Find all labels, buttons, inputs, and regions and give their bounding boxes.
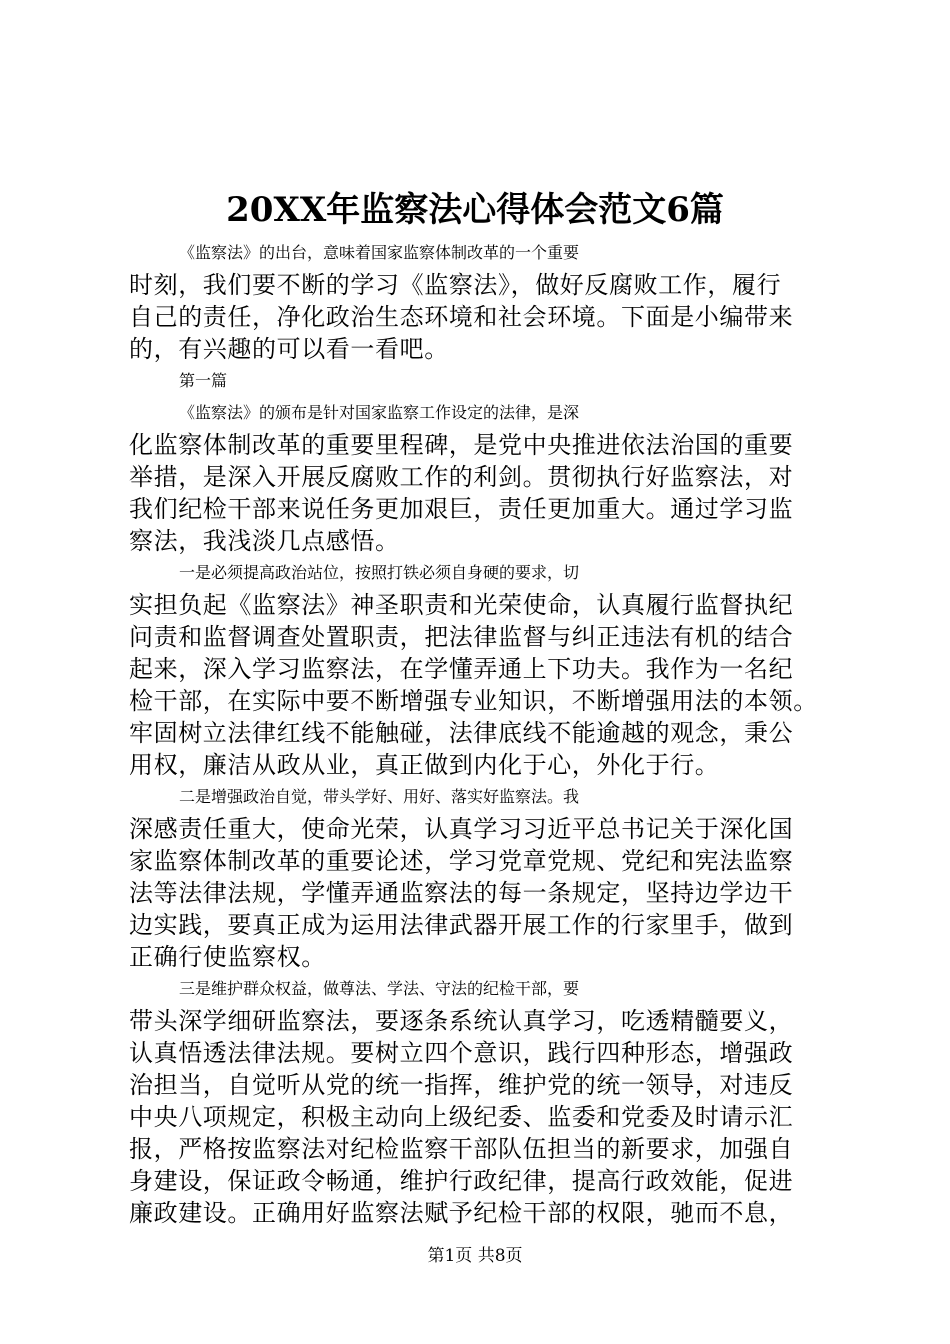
body-line: 法等法律法规，学懂弄通监察法的每一条规定，坚持边学边干 bbox=[129, 879, 794, 907]
body-line: 带头深学细研监察法，要逐条系统认真学习，吃透精髓要义， bbox=[129, 1007, 794, 1035]
body-line: 身建设，保证政令畅通，维护行政纪律，提高行政效能，促进 bbox=[129, 1167, 794, 1195]
body-line: 正确行使监察权。 bbox=[129, 943, 326, 971]
body-line: 报，严格按监察法对纪检监察干部队伍担当的新要求，加强自 bbox=[129, 1135, 794, 1163]
body-line: 《监察法》的出台，意味着国家监察体制改革的一个重要 bbox=[179, 243, 580, 262]
body-line: 认真悟透法律法规。要树立四个意识，践行四种形态，增强政 bbox=[129, 1039, 794, 1067]
body-line: 实担负起《监察法》神圣职责和光荣使命，认真履行监督执纪 bbox=[129, 591, 794, 619]
body-line: 三是维护群众权益，做尊法、学法、守法的纪检干部，要 bbox=[179, 979, 580, 998]
document-title: 20XX年监察法心得体会范文6篇 bbox=[226, 190, 724, 230]
body-line: 家监察体制改革的重要论述，学习党章党规、党纪和宪法监察 bbox=[129, 847, 794, 875]
body-line: 一是必须提高政治站位，按照打铁必须自身硬的要求，切 bbox=[179, 563, 580, 582]
body-line: 深感责任重大，使命光荣，认真学习习近平总书记关于深化国 bbox=[129, 815, 794, 843]
body-line: 自己的责任，净化政治生态环境和社会环境。下面是小编带来 bbox=[129, 303, 794, 331]
body-line: 边实践，要真正成为运用法律武器开展工作的行家里手，做到 bbox=[129, 911, 794, 939]
body-line: 《监察法》的颁布是针对国家监察工作设定的法律，是深 bbox=[179, 403, 580, 422]
body-line: 检干部，在实际中要不断增强专业知识，不断增强用法的本领。 bbox=[129, 687, 818, 715]
body-line: 起来，深入学习监察法，在学懂弄通上下功夫。我作为一名纪 bbox=[129, 655, 794, 683]
body-line: 治担当，自觉听从党的统一指挥，维护党的统一领导，对违反 bbox=[129, 1071, 794, 1099]
body-line: 化监察体制改革的重要里程碑，是党中央推进依法治国的重要 bbox=[129, 431, 794, 459]
body-line: 的，有兴趣的可以看一看吧。 bbox=[129, 335, 449, 363]
body-line: 第一篇 bbox=[179, 371, 228, 390]
body-line: 察法，我浅淡几点感悟。 bbox=[129, 527, 400, 555]
body-line: 牢固树立法律红线不能触碰，法律底线不能逾越的观念，秉公 bbox=[129, 719, 794, 747]
body-line: 时刻，我们要不断的学习《监察法》，做好反腐败工作，履行 bbox=[129, 271, 782, 299]
body-line: 二是增强政治自觉，带头学好、用好、落实好监察法。我 bbox=[179, 787, 580, 806]
body-line: 举措，是深入开展反腐败工作的利剑。贯彻执行好监察法，对 bbox=[129, 463, 794, 491]
body-line: 问责和监督调查处置职责，把法律监督与纠正违法有机的结合 bbox=[129, 623, 794, 651]
page-footer: 第1页 共8页 bbox=[427, 1246, 523, 1266]
document-body bbox=[129, 237, 841, 1229]
body-line: 中央八项规定，积极主动向上级纪委、监委和党委及时请示汇 bbox=[129, 1103, 794, 1131]
body-line: 用权，廉洁从政从业，真正做到内化于心，外化于行。 bbox=[129, 751, 720, 779]
body-line: 我们纪检干部来说任务更加艰巨，责任更加重大。通过学习监 bbox=[129, 495, 794, 523]
body-line: 廉政建设。正确用好监察法赋予纪检干部的权限，驰而不息， bbox=[129, 1199, 794, 1227]
